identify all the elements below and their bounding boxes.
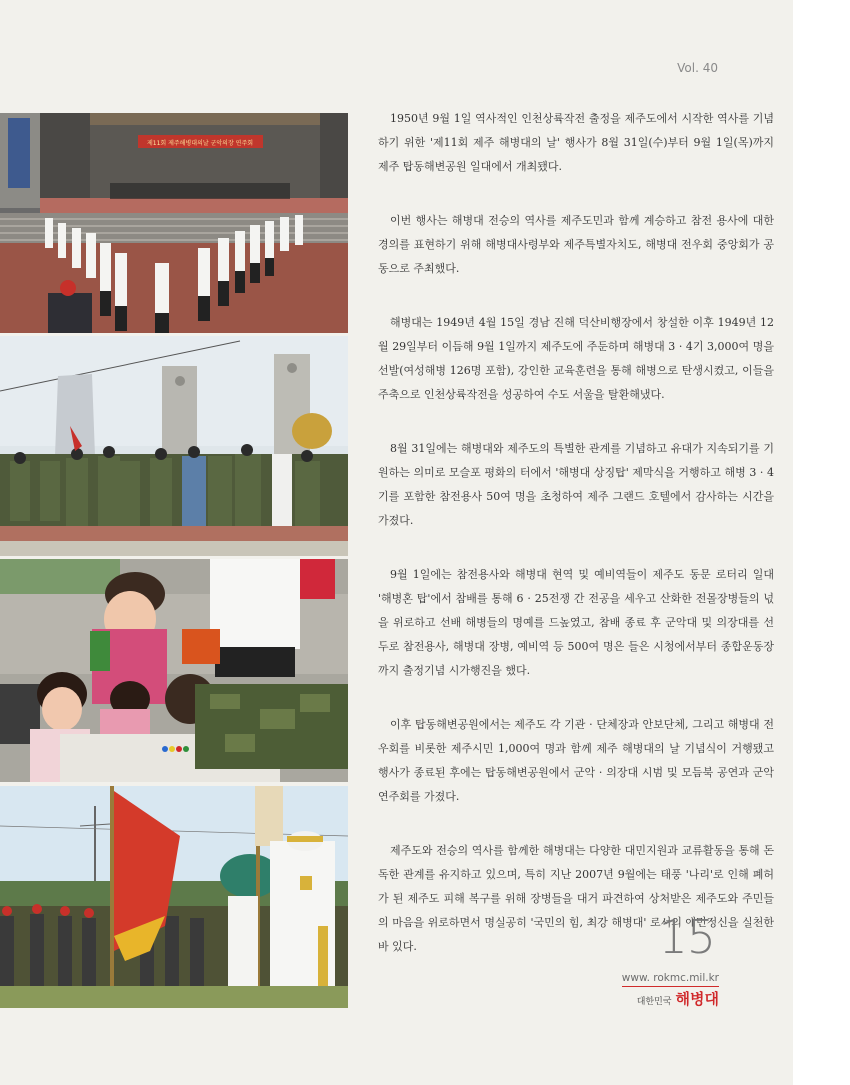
brand-logo (637, 988, 719, 1009)
photo-children-activity (0, 559, 348, 782)
photo-memorial-ceremony (0, 336, 348, 556)
brand-prefix: 대한민국 (636, 997, 672, 1007)
photo-flag-bearers (0, 786, 348, 1008)
article-paragraph: 8월 31일에는 해병대와 제주도의 특별한 관계를 기념하고 유대가 지속되기를 기원하는 의미로 모슬포 평화의 터에서 '해병대 상징탑' 제막식을 거행하고 해병 3 · 4기를 포함한 참전용사 50여 명을 초청하여 제주 그랜드 호텔에서 감사하는 시간을 가졌다. (378, 442, 774, 527)
volume-label: Vol. 40 (677, 61, 718, 75)
banner-text: 제11회 제주해병대의날 군악의장 연주회 (146, 140, 254, 147)
article-paragraph: 제주도와 전승의 역사를 함께한 해병대는 다양한 대민지원과 교류활동을 통해 돈독한 관계를 유지하고 있으며, 특히 지난 2007년 9월에는 태풍 '나리'로 인해 폐허가 된 제주도 피해 복구를 위해 장병들을 대거 파견하여 상처받은 제주도와 주민들의 마음을 위로하면서 명실공히 '국민의 힘, 최강 해병대' 로서의 애민정신을 실천한 바 있다. (378, 844, 774, 953)
photo-honor-guard-stage (0, 113, 348, 333)
page-number: 15 (658, 910, 715, 964)
website-link[interactable]: www. rokmc.mil.kr (622, 972, 719, 987)
article-paragraph: 이후 탑동해변공원에서는 제주도 각 기관 · 단체장과 안보단체, 그리고 해병대 전우회를 비롯한 제주시민 1,000여 명과 함께 제주 해병대의 날 기념식이 거행됐고 행사가 종료된 후에는 탑동해변공원에서 군악 · 의장대 시범 및 모듬북 공연과 군악연주회를 가졌다. (378, 718, 774, 803)
article-paragraph: 1950년 9월 1일 역사적인 인천상륙작전 출정을 제주도에서 시작한 역사를 기념하기 위한 '제11회 제주 해병대의 날' 행사가 8월 31일(수)부터 9월 1일(목)까지 제주 탑동해변공원 일대에서 개최됐다. (378, 112, 774, 173)
brand-name: 해병대 (675, 990, 719, 1008)
page-edge (793, 0, 850, 1085)
article-paragraph: 이번 행사는 해병대 전승의 역사를 제주도민과 함께 계승하고 참전 용사에 대한 경의를 표현하기 위해 해병대사령부와 제주특별자치도, 해병대 전우회 중앙회가 공동으로 주최했다. (378, 214, 774, 275)
article-paragraph: 9월 1일에는 참전용사와 해병대 현역 및 예비역들이 제주도 동문 로터리 일대 '해병혼 탑'에서 참배를 통해 6 · 25전쟁 간 전공을 세우고 산화한 전몰장병들의 넋을 위로하고 선배 해병들의 명예를 드높였고, 참배 종료 후 군악대 및 의장대를 선두로 참전용사, 해병대 장병, 예비역 등 500여 명은 들은 시청에서부터 종합운동장까지 출정기념 시가행진을 했다. (378, 568, 774, 677)
article-paragraph: 해병대는 1949년 4월 15일 경남 진해 덕산비행장에서 창설한 이후 1949년 12월 29일부터 이듬해 9월 1일까지 제주도에 주둔하며 해병대 3 · 4기 3,000여 명을 선발(여성해병 126명 포함), 강인한 교육훈련을 통해 해병으로 탄생시켰고, 이들을 주축으로 인천상륙작전을 성공하여 수도 서울을 탈환해냈다. (378, 316, 774, 401)
article-body (378, 107, 774, 989)
